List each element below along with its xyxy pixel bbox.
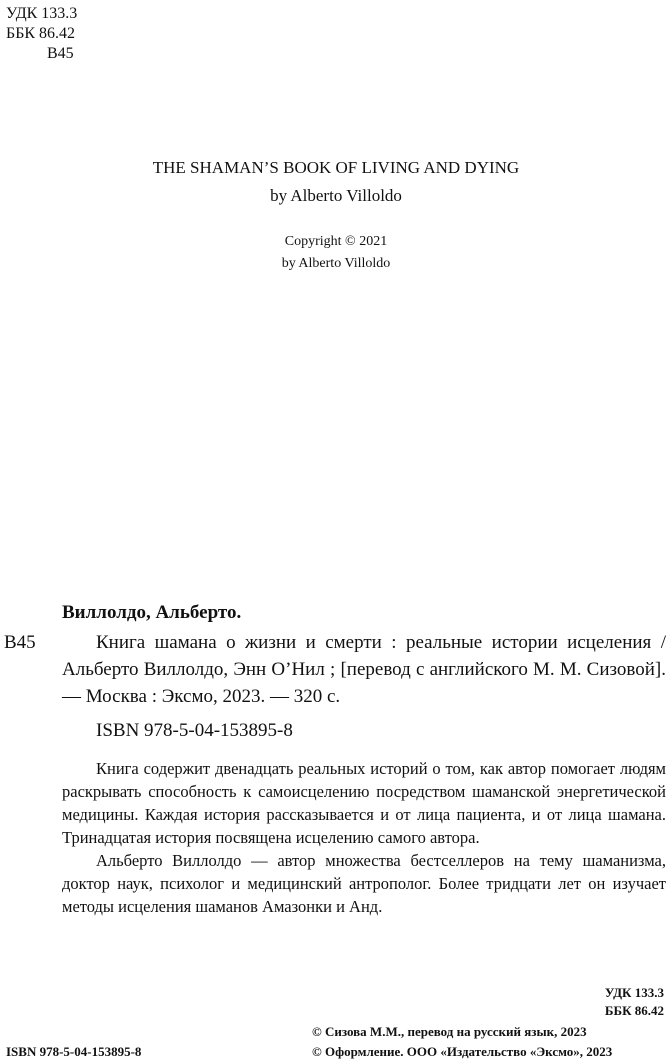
annotation xyxy=(62,757,666,918)
annotation-paragraph-2: Альберто Виллолдо — автор множества бестселлеров на тему шаманизма, доктор наук, психолог и медицинский антрополог. Более тридцати лет он изучает методы исцеления шаманов Амазонки и Анд. xyxy=(62,851,666,916)
footer-isbn: ISBN 978-5-04-153895-8 xyxy=(6,1044,142,1059)
annotation-paragraph-1: Книга содержит двенадцать реальных историй о том, как автор помогает людям раскрывать способность к самоисцелению посредством шаманской энергетической медицины. Каждая история рассказывается и от лица пациента, и от лица шамана. Тринадцатая история посвящена исцелению самого автора. xyxy=(62,759,666,847)
bbk-bottom: ББК 86.42 xyxy=(604,1003,664,1018)
udk-top: УДК 133.3 xyxy=(6,5,78,22)
copyright-line-1: Copyright © 2021 xyxy=(284,234,388,249)
bbk-top: ББК 86.42 xyxy=(6,25,76,42)
copyright-line-2: by Alberto Villoldo xyxy=(281,256,391,271)
author-heading: Виллолдо, Альберто. xyxy=(62,602,242,623)
author-code: В45 xyxy=(4,632,36,653)
udk-bottom: УДК 133.3 xyxy=(604,985,664,1000)
translation-copyright: © Сизова М.М., перевод на русский язык, 2023 xyxy=(312,1024,587,1039)
bibliographic-description-text: Книга шамана о жизни и смерти : реальные истории исцеления / Альберто Виллолдо, Энн О’Нил ; [перевод с английского М. М. Сизовой]. — Москва : Эксмо, 2023. — 320 с. xyxy=(62,632,666,707)
author-code-top: В45 xyxy=(47,45,74,62)
original-byline: by Alberto Villoldo xyxy=(270,186,402,205)
design-copyright: © Оформление. ООО «Издательство «Эксмо», 2023 xyxy=(312,1044,613,1059)
original-title: THE SHAMAN’S BOOK OF LIVING AND DYING xyxy=(152,158,520,177)
bibliographic-description xyxy=(62,629,666,710)
isbn-record: ISBN 978-5-04-153895-8 xyxy=(96,720,293,741)
